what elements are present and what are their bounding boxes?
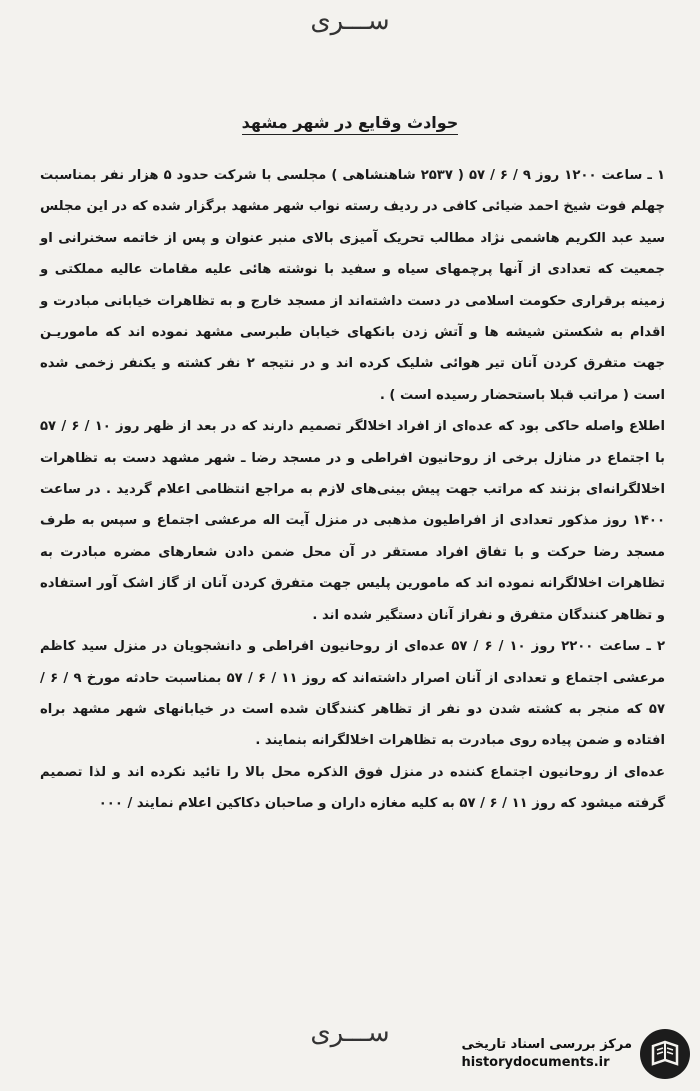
paragraph-1: ۱ ـ ساعت ۱۲۰۰ روز ۹ / ۶ / ۵۷ ( ۲۵۳۷ شاهنشاهی ) مجلسی با شرکت حدود ۵ هزار نفر بمناسبت چهلم فوت شیخ احمد ضیائی کافی در ردیف رسته نواب شهر مشهد برگزار شده که در این مجلس سید عبد الکریم هاشمی نژاد مطالب تحریک آمیزی بالای منبر عنوان و پس از خاتمه سخنرانی او جمعیت که تعدادی از آنها پرچمهای سیاه و سفید با نوشته هائی علیه مقامات عالیه مملکتی و زمینه برقراری حکومت اسلامی در دست داشته‌اند از مسجد خارج و به تظاهرات خیابانی مبادرت و اقدام به شکستن شیشه ها و آتش زدن بانکهای خیابان طبرسی مشهد نموده اند که ماموریـن جهت متفرق کردن آنان تیر هوائی شلیک کرده اند و در نتیجه ۲ نفر کشته و یکنفر زخمی شده است ( مراتب قبلا باستحضار رسیده است ) . — [40, 168, 665, 403]
paragraph-2: اطلاع واصله حاکی بود که عده‌ای از افراد اخلالگر تصمیم دارند که در بعد از ظهر روز ۱۰ / ۶ / ۵۷ با اجتماع در منازل برخی از روحانیون افراطی و در مسجد رضا ـ شهر مشهد دست به تظاهرات اخلالگرانه‌ای بزنند که مراتب جهت پیش بینی‌های لازم به مراجع انتظامی اعلام گردید . در ساعت ۱۴۰۰ روز مذکور تعدادی از افراطیون مذهبی در منزل آیت اله مرعشی اجتماع و سپس به طرف مسجد رضا حرکت و با تفاق افراد مستقر در آن محل ضمن دادن شعارهای مضره مبادرت به تظاهرات اخلالگرانه نموده اند که مامورین پلیس جهت متفرق کردن آنان از گاز اشک آور استفاده و تظاهر کنندگان متفرق و نفراز آنان دستگیر شده اند . — [40, 419, 666, 623]
document-title — [0, 113, 700, 132]
paragraph-3: ۲ ـ ساعت ۲۲۰۰ روز ۱۰ / ۶ / ۵۷ عده‌ای از روحانیون افراطی و دانشجویان در منزل سید کاظم مرعشی اجتماع و تعدادی از آنان اصرار داشته‌اند که روز ۱۱ / ۶ / ۵۷ بمناسبت حادثه مورخ ۹ / ۶ / ۵۷ که منجر به کشته شدن دو نفر از تظاهر کنندگان شده است در خیابانهای شهر مشهد براه افتاده و ضمن پیاده روی مبادرت به تظاهرات اخلالگرانه بنمایند . — [40, 639, 666, 749]
watermark-logo — [462, 1029, 691, 1079]
watermark-text — [462, 1036, 633, 1072]
book-emblem-icon — [640, 1029, 690, 1079]
classification-footer: ســـری — [310, 1018, 390, 1048]
classification-header: ســـری — [310, 6, 390, 36]
document-title-text: حوادث وقایع در شهر مشهد — [242, 113, 459, 135]
watermark-name: مرکز بررسی اسناد تاریخی — [461, 1037, 632, 1052]
paragraph-4: عده‌ای از روحانیون اجتماع کننده در منزل فوق الذکره محل بالا را تائید نکرده اند و لذا تصمیم گرفته میشود که روز ۱۱ / ۶ / ۵۷ به کلیه مغازه داران و صاحبان دکاکین اعلام نمایند / ۰۰۰ — [40, 764, 665, 812]
watermark-url: historydocuments.ir — [461, 1055, 610, 1070]
document-body — [40, 160, 665, 820]
